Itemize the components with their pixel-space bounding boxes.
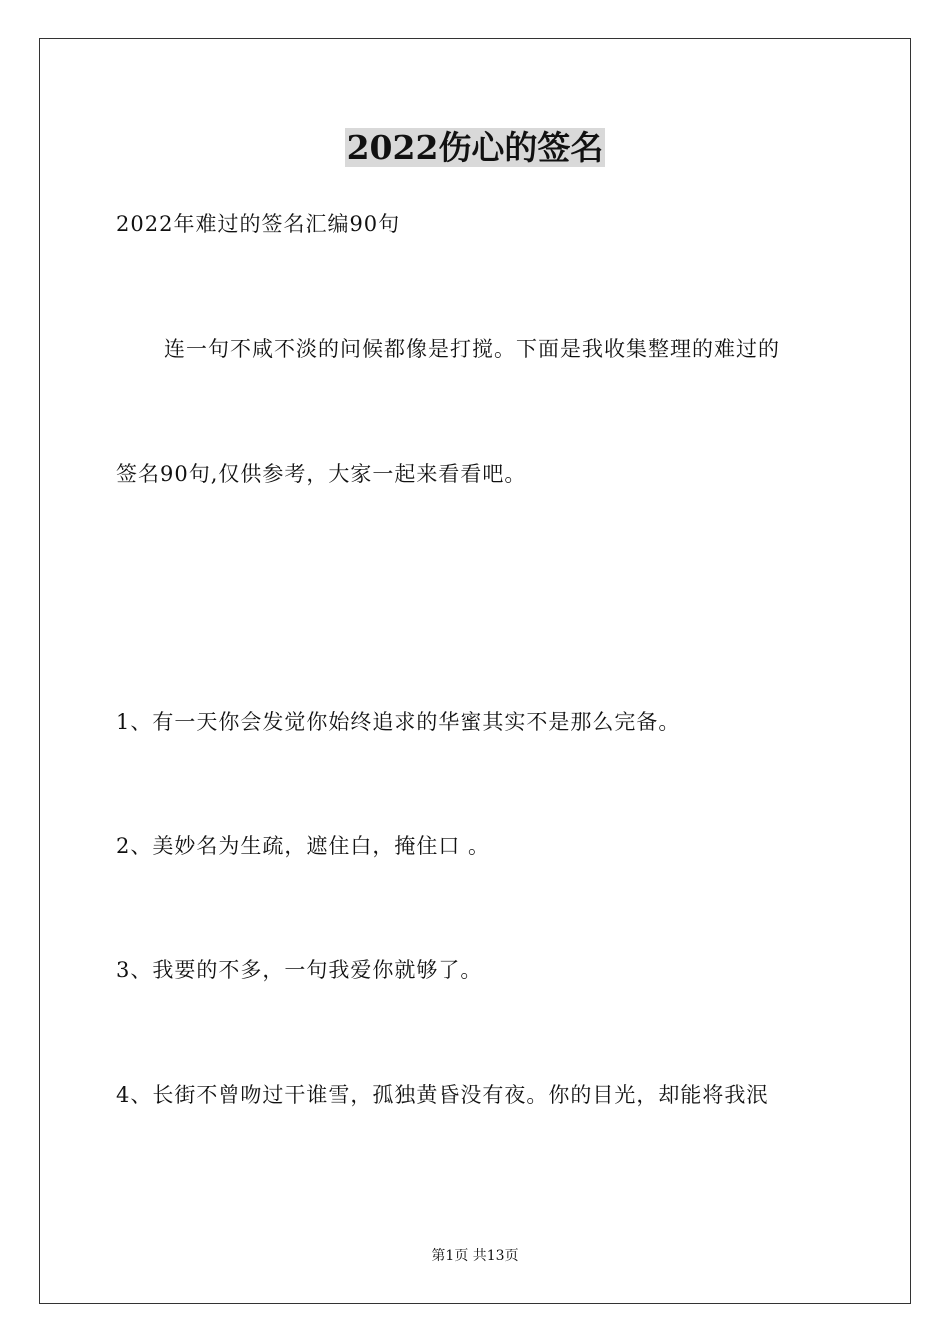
intro-paragraph-line-2: 签名90句,仅供参考，大家一起来看看吧。: [116, 462, 527, 486]
document-subtitle: 2022年难过的签名汇编90句: [116, 212, 401, 236]
list-item: 1、有一天你会发觉你始终追求的华蜜其实不是那么完备。: [116, 710, 681, 734]
list-item: 3、我要的不多，一句我爱你就够了。: [116, 958, 483, 982]
page-footer: 第1页 共13页: [431, 1248, 519, 1264]
document-title: [0, 128, 950, 168]
document-title-text: 2022伤心的签名: [346, 128, 604, 167]
list-item: 4、长街不曾吻过干谁雪，孤独黄昏没有夜。你的目光，却能将我泯: [116, 1083, 769, 1107]
intro-paragraph-line-1: 连一句不咸不淡的问候都像是打搅。下面是我收集整理的难过的: [164, 337, 780, 361]
list-item: 2、美妙名为生疏，遮住白，掩住口 。: [116, 834, 491, 858]
